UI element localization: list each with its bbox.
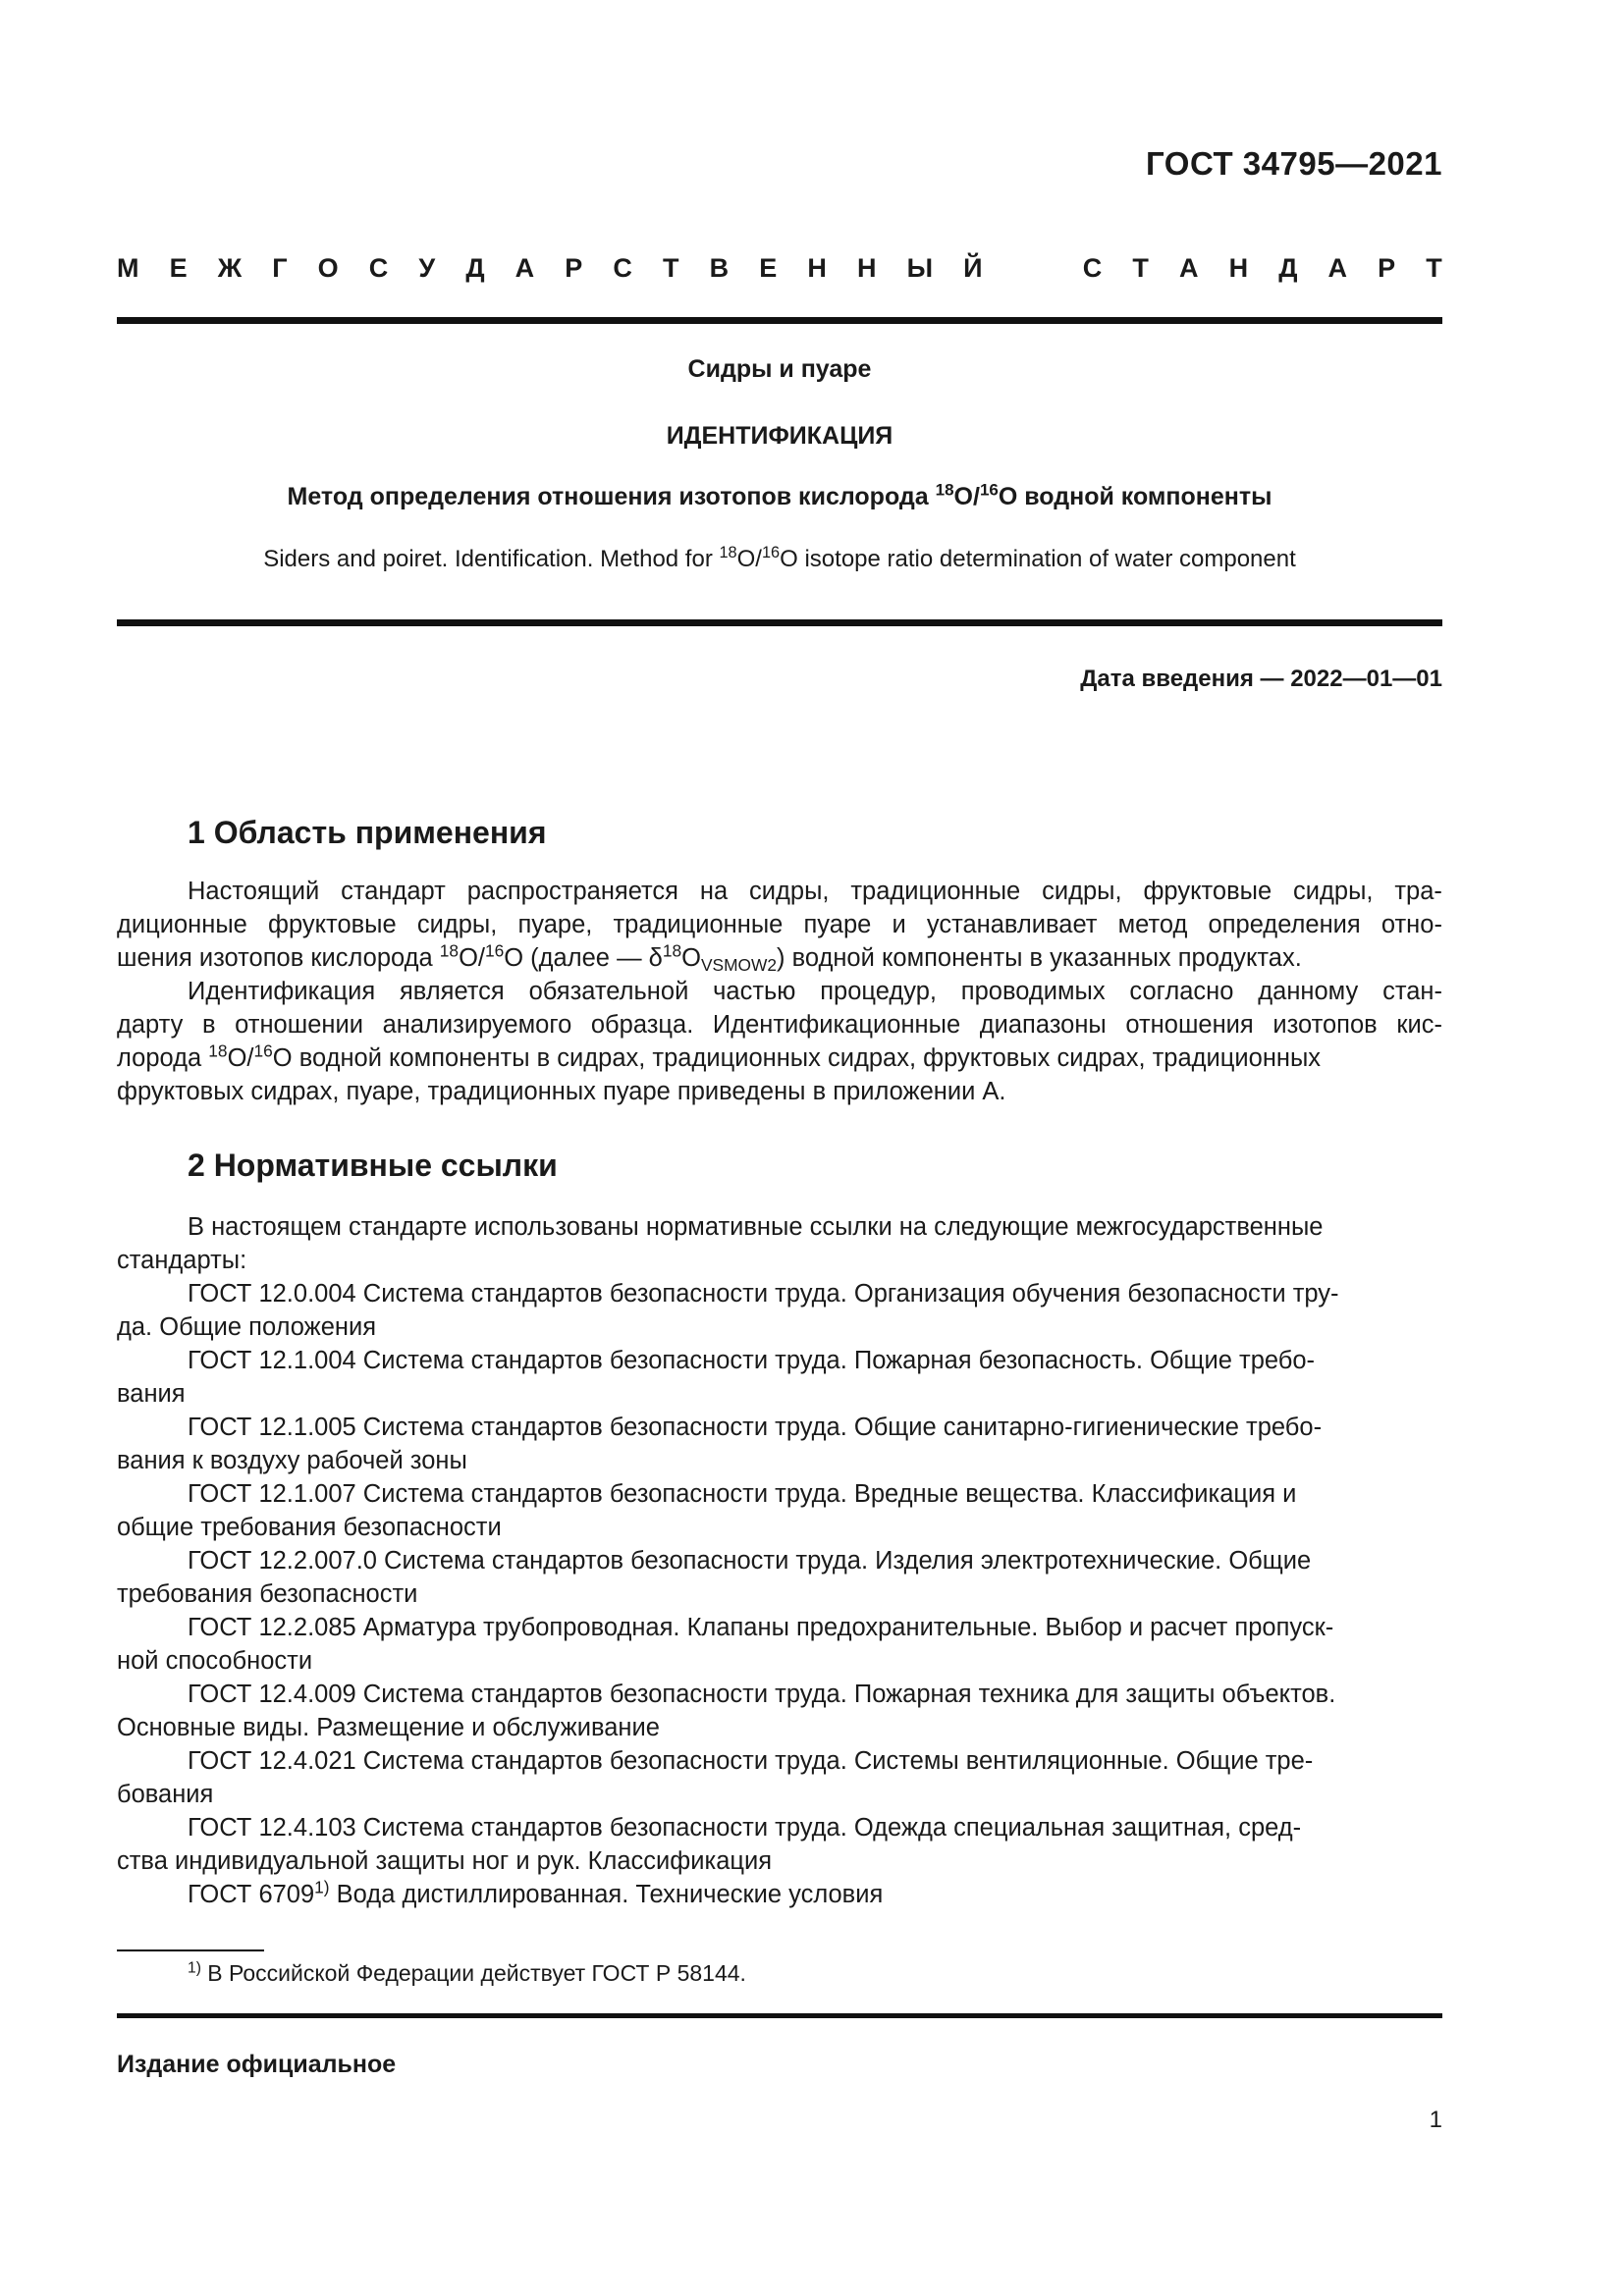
interstate-letter: Е — [169, 253, 188, 283]
word: кис- — [1396, 1011, 1442, 1039]
word: метод — [1117, 911, 1188, 938]
interstate-letter: А — [514, 253, 535, 283]
word: пуаре, — [517, 911, 593, 938]
text-line: В настоящем стандарте использованы нормативные ссылки на следующие межгосударственные — [188, 1213, 1324, 1241]
header-rule — [117, 317, 1442, 324]
section-1-heading: 1 Область применения — [188, 815, 547, 850]
footnote: $^{1)}$ В Российской Федерации действует ГОСТ Р 58144. — [188, 1959, 746, 1986]
word: данному — [1258, 978, 1359, 1005]
interstate-letter: У — [418, 253, 436, 283]
word: стандарт — [341, 878, 446, 905]
interstate-standard-label — [117, 253, 1442, 284]
word: сидры, — [1293, 878, 1374, 905]
word: пуаре — [803, 911, 872, 938]
interstate-letter: Е — [759, 253, 778, 283]
interstate-letter: С — [1082, 253, 1103, 283]
word: отношении — [235, 1011, 363, 1039]
interstate-letter: С — [613, 253, 632, 283]
title-rule — [117, 619, 1442, 626]
page-number: 1 — [1429, 2107, 1442, 2133]
text-line — [117, 975, 1442, 1008]
document-code: ГОСТ 34795—2021 — [1146, 145, 1442, 182]
reference-line: ГОСТ 12.4.021 Система стандартов безопасности труда. Системы вентиляционные. Общие тре- — [188, 1747, 1314, 1775]
text-line — [117, 1008, 1442, 1041]
interstate-letter: А — [1178, 253, 1199, 283]
reference-line: ства индивидуальной защиты ног и рук. Классификация — [117, 1847, 773, 1875]
word: анализируемого — [382, 1011, 572, 1039]
interstate-letter: Т — [1426, 253, 1442, 283]
word: Настоящий — [188, 878, 320, 905]
interstate-letter: Ж — [217, 253, 243, 283]
introduction-date: Дата введения — 2022—01—01 — [1080, 666, 1442, 692]
word: диционные — [117, 911, 247, 938]
word: фруктовые — [267, 911, 397, 938]
title-main: Сидры и пуаре — [687, 355, 872, 383]
word: диапазоны — [979, 1011, 1107, 1039]
word: частью — [713, 978, 796, 1005]
section-2-heading: 2 Нормативные ссылки — [188, 1148, 558, 1183]
reference-line: ГОСТ 12.4.009 Система стандартов безопасности труда. Пожарная техника для защиты объектов. — [188, 1681, 1336, 1708]
interstate-letter: Н — [807, 253, 827, 283]
interstate-letter: Т — [663, 253, 679, 283]
word: распространяется — [466, 878, 678, 905]
section-1-body — [117, 875, 1442, 1108]
interstate-letter: Й — [963, 253, 983, 283]
interstate-letter: Т — [1132, 253, 1149, 283]
reference-line: Основные виды. Размещение и обслуживание — [117, 1714, 660, 1741]
interstate-letter: Ы — [906, 253, 934, 283]
interstate-letter: Р — [1378, 253, 1396, 283]
reference-line: ГОСТ 12.1.005 Система стандартов безопасности труда. Общие санитарно-гигиенические требо- — [188, 1414, 1323, 1441]
word: отношения — [1125, 1011, 1254, 1039]
interstate-letter: Н — [856, 253, 877, 283]
interstate-letter: В — [709, 253, 730, 283]
text-line: лорода $^{18}$O/$^{16}$O водной компоненты в сидрах, традиционных сидрах, фруктовых сидрах, традиционных — [117, 1041, 1322, 1072]
edition-label: Издание официальное — [117, 2051, 397, 2078]
word: традиционные — [850, 878, 1021, 905]
section-2-body — [117, 1210, 1442, 1911]
interstate-letter: Р — [565, 253, 583, 283]
interstate-letter: Г — [272, 253, 288, 283]
reference-line: да. Общие положения — [117, 1313, 377, 1341]
interstate-letter: С — [368, 253, 389, 283]
word: процедур, — [820, 978, 937, 1005]
word: согласно — [1129, 978, 1234, 1005]
word: определения — [1208, 911, 1361, 938]
word: проводимых — [960, 978, 1106, 1005]
word: дарту — [117, 1011, 184, 1039]
reference-line: ГОСТ 12.1.004 Система стандартов безопасности труда. Пожарная безопасность. Общие требо- — [188, 1347, 1316, 1374]
text-line: стандарты: — [117, 1247, 247, 1274]
text-line: шения изотопов кислорода $^{18}$O/$^{16}$O (далее — $\delta^{18}O_{VSMOW2}$) водной компоненты в указанных продуктах. — [117, 940, 1302, 976]
word: образца. — [590, 1011, 694, 1039]
title-english: Siders and poiret. Identification. Method for $^{18}$O/$^{16}$O isotope ratio determination of water component — [263, 544, 1296, 572]
reference-line: ГОСТ 12.0.004 Система стандартов безопасности труда. Организация обучения безопасности тру- — [188, 1280, 1339, 1308]
reference-line: требования безопасности — [117, 1580, 418, 1608]
interstate-letter: О — [317, 253, 339, 283]
text-line: фруктовых сидрах, пуаре, традиционных пуаре приведены в приложении А. — [117, 1078, 1006, 1105]
title-identification: ИДЕНТИФИКАЦИЯ — [666, 422, 893, 450]
reference-line: ГОСТ 12.4.103 Система стандартов безопасности труда. Одежда специальная защитная, сред- — [188, 1814, 1302, 1842]
document-page — [117, 0, 1442, 2296]
letter-gap — [1013, 253, 1053, 284]
reference-line: ГОСТ 12.2.007.0 Система стандартов безопасности труда. Изделия электротехнические. Общие — [188, 1547, 1312, 1575]
reference-line: ной способности — [117, 1647, 313, 1675]
interstate-letter: М — [117, 253, 139, 283]
word: традиционные — [613, 911, 784, 938]
text-line — [117, 908, 1442, 941]
word: сидры, — [416, 911, 498, 938]
word: Идентификационные — [712, 1011, 961, 1039]
reference-line: вания к воздуху рабочей зоны — [117, 1447, 467, 1474]
word: и — [892, 911, 906, 938]
word: Идентификация — [188, 978, 376, 1005]
word: фруктовые — [1143, 878, 1272, 905]
reference-line: бования — [117, 1781, 214, 1808]
interstate-letter: Д — [465, 253, 485, 283]
word: стан- — [1382, 978, 1442, 1005]
word: является — [400, 978, 505, 1005]
interstate-letter: А — [1327, 253, 1348, 283]
word: сидры, — [749, 878, 830, 905]
interstate-letter: Д — [1278, 253, 1298, 283]
word: обязательной — [528, 978, 689, 1005]
reference-line: вания — [117, 1380, 186, 1408]
word: отно- — [1380, 911, 1442, 938]
word: изотопов — [1272, 1011, 1378, 1039]
word: сидры, — [1042, 878, 1122, 905]
reference-line: ГОСТ 12.1.007 Система стандартов безопасности труда. Вредные вещества. Классификация и — [188, 1480, 1297, 1508]
interstate-letter: Н — [1228, 253, 1249, 283]
title-method: Метод определения отношения изотопов кислорода $^{18}$O/$^{16}$O водной компоненты — [287, 480, 1272, 510]
reference-line: общие требования безопасности — [117, 1514, 502, 1541]
text-line — [117, 875, 1442, 908]
word: на — [699, 878, 729, 905]
reference-line: ГОСТ 6709$^{1)}$ Вода дистиллированная. Технические условия — [188, 1877, 884, 1908]
footnote-rule — [117, 1949, 264, 1951]
word: в — [202, 1011, 216, 1039]
word: тра- — [1394, 878, 1442, 905]
footer-rule — [117, 2013, 1442, 2018]
word: устанавливает — [926, 911, 1098, 938]
reference-line: ГОСТ 12.2.085 Арматура трубопроводная. Клапаны предохранительные. Выбор и расчет пропуск- — [188, 1614, 1334, 1641]
